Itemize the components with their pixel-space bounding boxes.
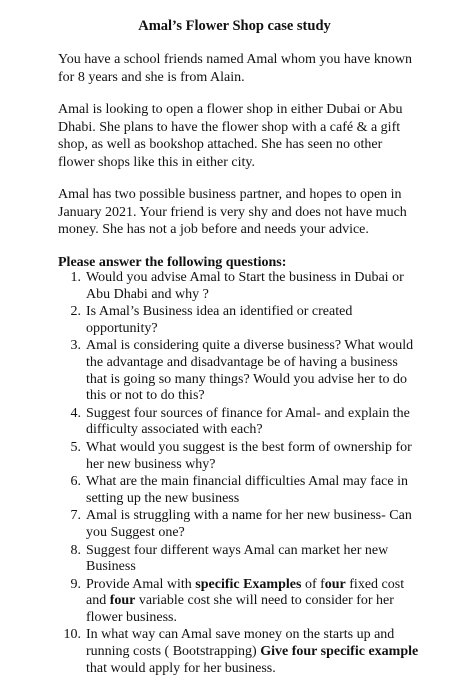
question-text: [86, 406, 420, 439]
question-text: [86, 577, 420, 627]
question-text-run: What are the main financial difficulties Amal may face in setting up the new business: [86, 474, 408, 506]
question-text-run: of f: [301, 576, 325, 592]
question-number: 7.: [70, 508, 81, 524]
question-text: [86, 338, 420, 404]
question-item: [58, 406, 420, 439]
question-text-run: What would you suggest is the best form of ownership for her new business why?: [86, 439, 412, 472]
business-plan-paragraph: Amal is looking to open a flower shop in either Dubai or Abu Dhabi. She plans to have the flower shop with a café & a gift shop, as well as bookshop attached. She has seen no other flower shops like this in either city.: [58, 102, 403, 170]
question-text-run: variable cost she will need to consider for her flower business.: [86, 593, 394, 625]
question-item: [58, 304, 420, 337]
question-text-run: Amal is considering quite a diverse business? What would the advantage and disadvantage be of having a business that is going so many things? Would you advise her to do this or not to do this?: [86, 338, 414, 404]
question-text-run: fixed cost and: [86, 576, 405, 609]
question-text-run: Suggest four sources of finance for Amal- and explain the difficulty associated with each?: [86, 405, 410, 438]
question-number: 9.: [70, 576, 81, 592]
question-text-run: that would apply for her business.: [86, 660, 276, 676]
question-emphasis: our: [324, 576, 346, 592]
question-text: [86, 440, 420, 473]
question-text-run: In what way can Amal save money on the starts up and running costs ( Bootstrapping): [86, 627, 395, 660]
question-item: [58, 338, 420, 404]
intro-paragraph: You have a school friends named Amal whom you have known for 8 years and she is from Alain.: [58, 52, 412, 85]
question-number: 10.: [63, 627, 81, 643]
question-text-run: Provide Amal with: [86, 576, 196, 592]
question-number: 5.: [70, 439, 81, 455]
question-number: 4.: [70, 405, 81, 421]
question-number: 1.: [70, 270, 81, 285]
question-text: [86, 543, 420, 576]
question-item: [58, 508, 420, 541]
question-item: [58, 627, 420, 677]
question-emphasis: Give four specific example: [260, 644, 419, 660]
question-text-run: Amal is struggling with a name for her new business- Can you Suggest one?: [86, 508, 412, 540]
partner-paragraph: Amal has two possible business partner, and hopes to open in January 2021. Your friend is very shy and does not have much money. She has not a job before and needs your advice.: [58, 187, 407, 237]
question-text: [86, 270, 420, 303]
question-emphasis: four: [109, 593, 136, 609]
question-text: [86, 474, 420, 507]
question-text: [86, 508, 420, 541]
questions-list: [58, 270, 420, 678]
question-emphasis: specific Examples: [195, 576, 302, 592]
question-item: [58, 577, 420, 627]
question-item: [58, 474, 420, 507]
questions-prompt: Please answer the following questions:: [58, 255, 287, 270]
question-text-run: Would you advise Amal to Start the business in Dubai or Abu Dhabi and why ?: [86, 270, 404, 302]
question-item: [58, 543, 420, 576]
question-text-run: Is Amal’s Business idea an identified or created opportunity?: [86, 304, 353, 336]
question-item: [58, 270, 420, 303]
question-item: [58, 440, 420, 473]
question-text-run: Suggest four different ways Amal can market her new Business: [86, 542, 389, 575]
question-number: 3.: [70, 338, 81, 354]
question-number: 2.: [70, 304, 81, 320]
question-number: 6.: [70, 474, 81, 490]
document-title: Amal’s Flower Shop case study: [138, 18, 331, 34]
question-text: [86, 304, 420, 337]
question-number: 8.: [70, 542, 81, 558]
question-text: [86, 627, 420, 677]
